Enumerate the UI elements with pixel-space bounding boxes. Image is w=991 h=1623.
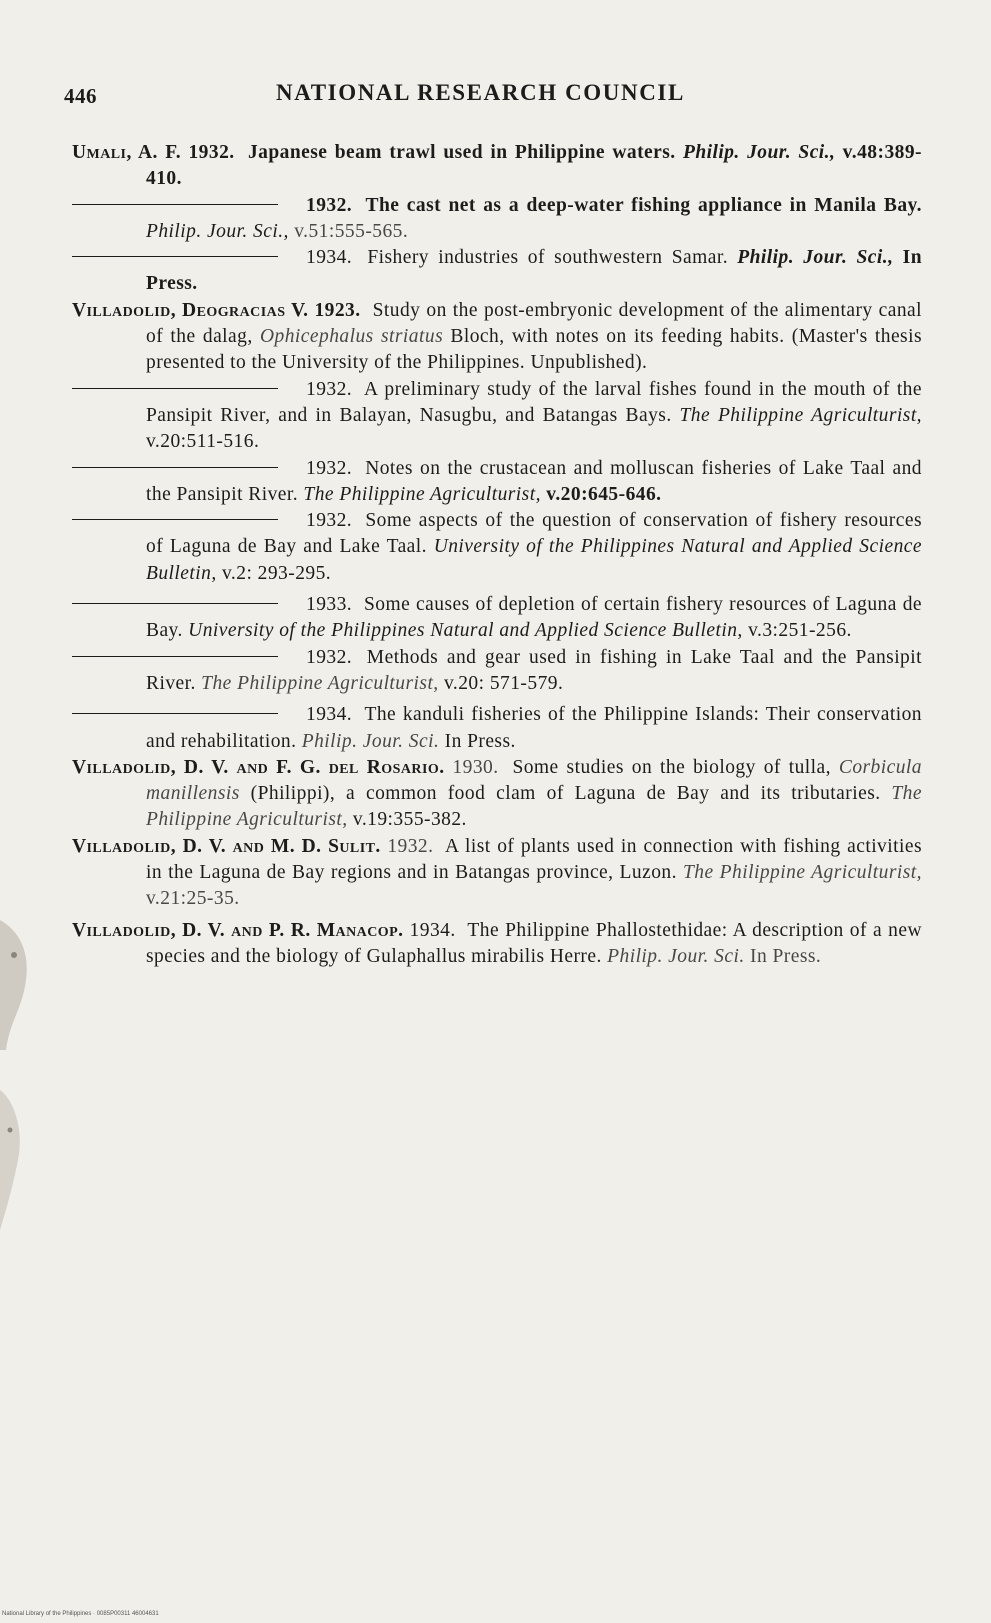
- ditto-rule: [72, 519, 278, 520]
- bib-entry: [72, 377, 922, 456]
- bib-entry: [72, 140, 922, 193]
- entry-journal: Philip. Jour. Sci.: [607, 945, 745, 967]
- entry-species: Ophicephalus striatus: [259, 326, 444, 348]
- entry-ref: v.20: 571-579.: [443, 672, 564, 694]
- entry-title: Notes on the crustacean and molluscan fisheries of Lake Taal and the Pansipit River.: [146, 457, 922, 505]
- entry-journal: The Philippine Agriculturist,: [679, 404, 923, 426]
- entry-year: 1934.: [306, 704, 353, 726]
- entry-year: 1932.: [306, 194, 353, 216]
- ditto-rule: [72, 656, 278, 657]
- ditto-rule: [72, 256, 278, 257]
- bib-entry: [72, 508, 922, 587]
- bib-entry: [72, 918, 922, 971]
- entry-journal: The Philippine Agriculturist,: [146, 783, 922, 831]
- entry-title: A list of plants used in connection with fishing activities in the Laguna de Bay regions and in Batangas province, Luzon.: [146, 835, 923, 884]
- entry-ref: v.20:511-516.: [146, 431, 260, 453]
- entry-ref: v.3:251-256.: [748, 620, 852, 642]
- entry-journal: Philip. Jour. Sci.,: [737, 247, 894, 269]
- entry-year: 1932.: [306, 457, 353, 479]
- entry-title: Fishery industries of southwestern Samar.: [367, 247, 729, 269]
- entry-ref: In Press.: [146, 247, 922, 295]
- scan-edge-artifact: [0, 900, 34, 1230]
- entry-author: Umali, A. F.: [72, 142, 182, 163]
- page-header: [64, 80, 924, 110]
- bib-entry: [72, 645, 922, 698]
- entry-year: 1934.: [409, 919, 456, 941]
- entry-title-cont: (Philippi), a common food clam of Laguna de Bay and its tributaries.: [250, 783, 881, 805]
- entry-ref: v.20:645-646.: [546, 483, 662, 505]
- entry-ref: v.2: 293-295.: [222, 562, 332, 584]
- ditto-rule: [72, 603, 278, 604]
- entry-journal: Philip. Jour. Sci.,: [146, 220, 289, 242]
- entry-journal: Philip. Jour. Sci.: [301, 730, 440, 752]
- entry-title: Some aspects of the question of conservation of fishery resources of Laguna de Bay and Lake Taal.: [146, 510, 923, 558]
- scan-footer-note: National Library of the Philippines · 0085P00311 46004631: [2, 1611, 159, 1617]
- entry-ref: v.19:355-382.: [352, 809, 467, 831]
- bib-entry: [72, 298, 922, 377]
- entry-title: A preliminary study of the larval fishes found in the mouth of the Pansipit River, and in Balayan, Nasugbu, and Batangas Bays.: [146, 378, 922, 426]
- entry-journal: University of the Philippines Natural and Applied Science Bulletin,: [146, 536, 922, 584]
- entry-author: Villadolid, D. V. and M. D. Sulit.: [72, 835, 381, 857]
- entry-ref: In Press.: [750, 945, 822, 967]
- bib-entry: [72, 702, 922, 755]
- entry-species: Corbicula manillensis: [146, 756, 922, 805]
- entry-journal: University of the Philippines Natural and Applied Science Bulletin,: [188, 620, 743, 642]
- running-head: NATIONAL RESEARCH COUNCIL: [276, 80, 685, 105]
- bibliography-list: [72, 140, 922, 970]
- entry-title: Study on the post-embryonic development of the alimentary canal of the dalag,: [146, 299, 922, 348]
- ditto-rule: [72, 388, 278, 389]
- entry-title: The kanduli fisheries of the Philippine Islands: Their conservation and rehabilitation.: [146, 704, 922, 752]
- page-number: 446: [64, 84, 97, 108]
- bib-entry: [72, 834, 922, 913]
- entry-title: The Philippine Phallostethidae: A description of a new species and the biology of Gulaphallus mirabilis Herre.: [146, 919, 922, 967]
- entry-journal: The Philippine Agriculturist,: [303, 483, 541, 505]
- bib-entry: [72, 193, 922, 246]
- bib-entry: [72, 245, 922, 298]
- entry-author: Villadolid, Deogracias V.: [72, 299, 309, 321]
- bib-entry: [72, 755, 922, 834]
- entry-title: Some causes of depletion of certain fishery resources of Laguna de Bay.: [146, 594, 922, 642]
- entry-ref: In Press.: [444, 730, 516, 752]
- entry-ref: v.21:25-35.: [146, 888, 240, 910]
- entry-journal: The Philippine Agriculturist,: [683, 862, 922, 884]
- bib-entry: [72, 456, 922, 509]
- entry-title: Some studies on the biology of tulla,: [512, 756, 831, 778]
- entry-year: 1930.: [452, 756, 499, 778]
- ditto-rule: [72, 204, 278, 205]
- entry-year: 1923.: [314, 299, 361, 321]
- entry-year: 1932.: [387, 835, 434, 857]
- ditto-rule: [72, 467, 278, 468]
- entry-title: Methods and gear used in fishing in Lake Taal and the Pansipit River.: [146, 646, 922, 694]
- entry-title: Japanese beam trawl used in Philippine waters.: [247, 142, 676, 163]
- entry-year: 1934.: [306, 247, 353, 269]
- entry-title: The cast net as a deep-water fishing appliance in Manila Bay.: [365, 194, 923, 216]
- entry-ref: v.48:389-410.: [146, 142, 922, 190]
- entry-author: Villadolid, D. V. and F. G. del Rosario.: [72, 756, 445, 778]
- entry-author: Villadolid, D. V. and P. R. Manacop.: [72, 919, 404, 941]
- entry-year: 1932.: [306, 510, 353, 532]
- entry-journal: Philip. Jour. Sci.,: [682, 142, 836, 163]
- entry-year: 1932.: [188, 142, 235, 163]
- entry-year: 1932.: [306, 646, 353, 668]
- entry-year: 1933.: [306, 594, 353, 616]
- entry-title-cont: Bloch, with notes on its feeding habits. (Master's thesis presented to the University of the Philippines. Unpublished).: [146, 326, 923, 374]
- entry-year: 1932.: [306, 378, 353, 400]
- entry-journal: The Philippine Agriculturist,: [201, 672, 439, 694]
- entry-ref: v.51:555-565.: [294, 220, 409, 242]
- bib-entry: [72, 592, 922, 645]
- ditto-rule: [72, 713, 278, 714]
